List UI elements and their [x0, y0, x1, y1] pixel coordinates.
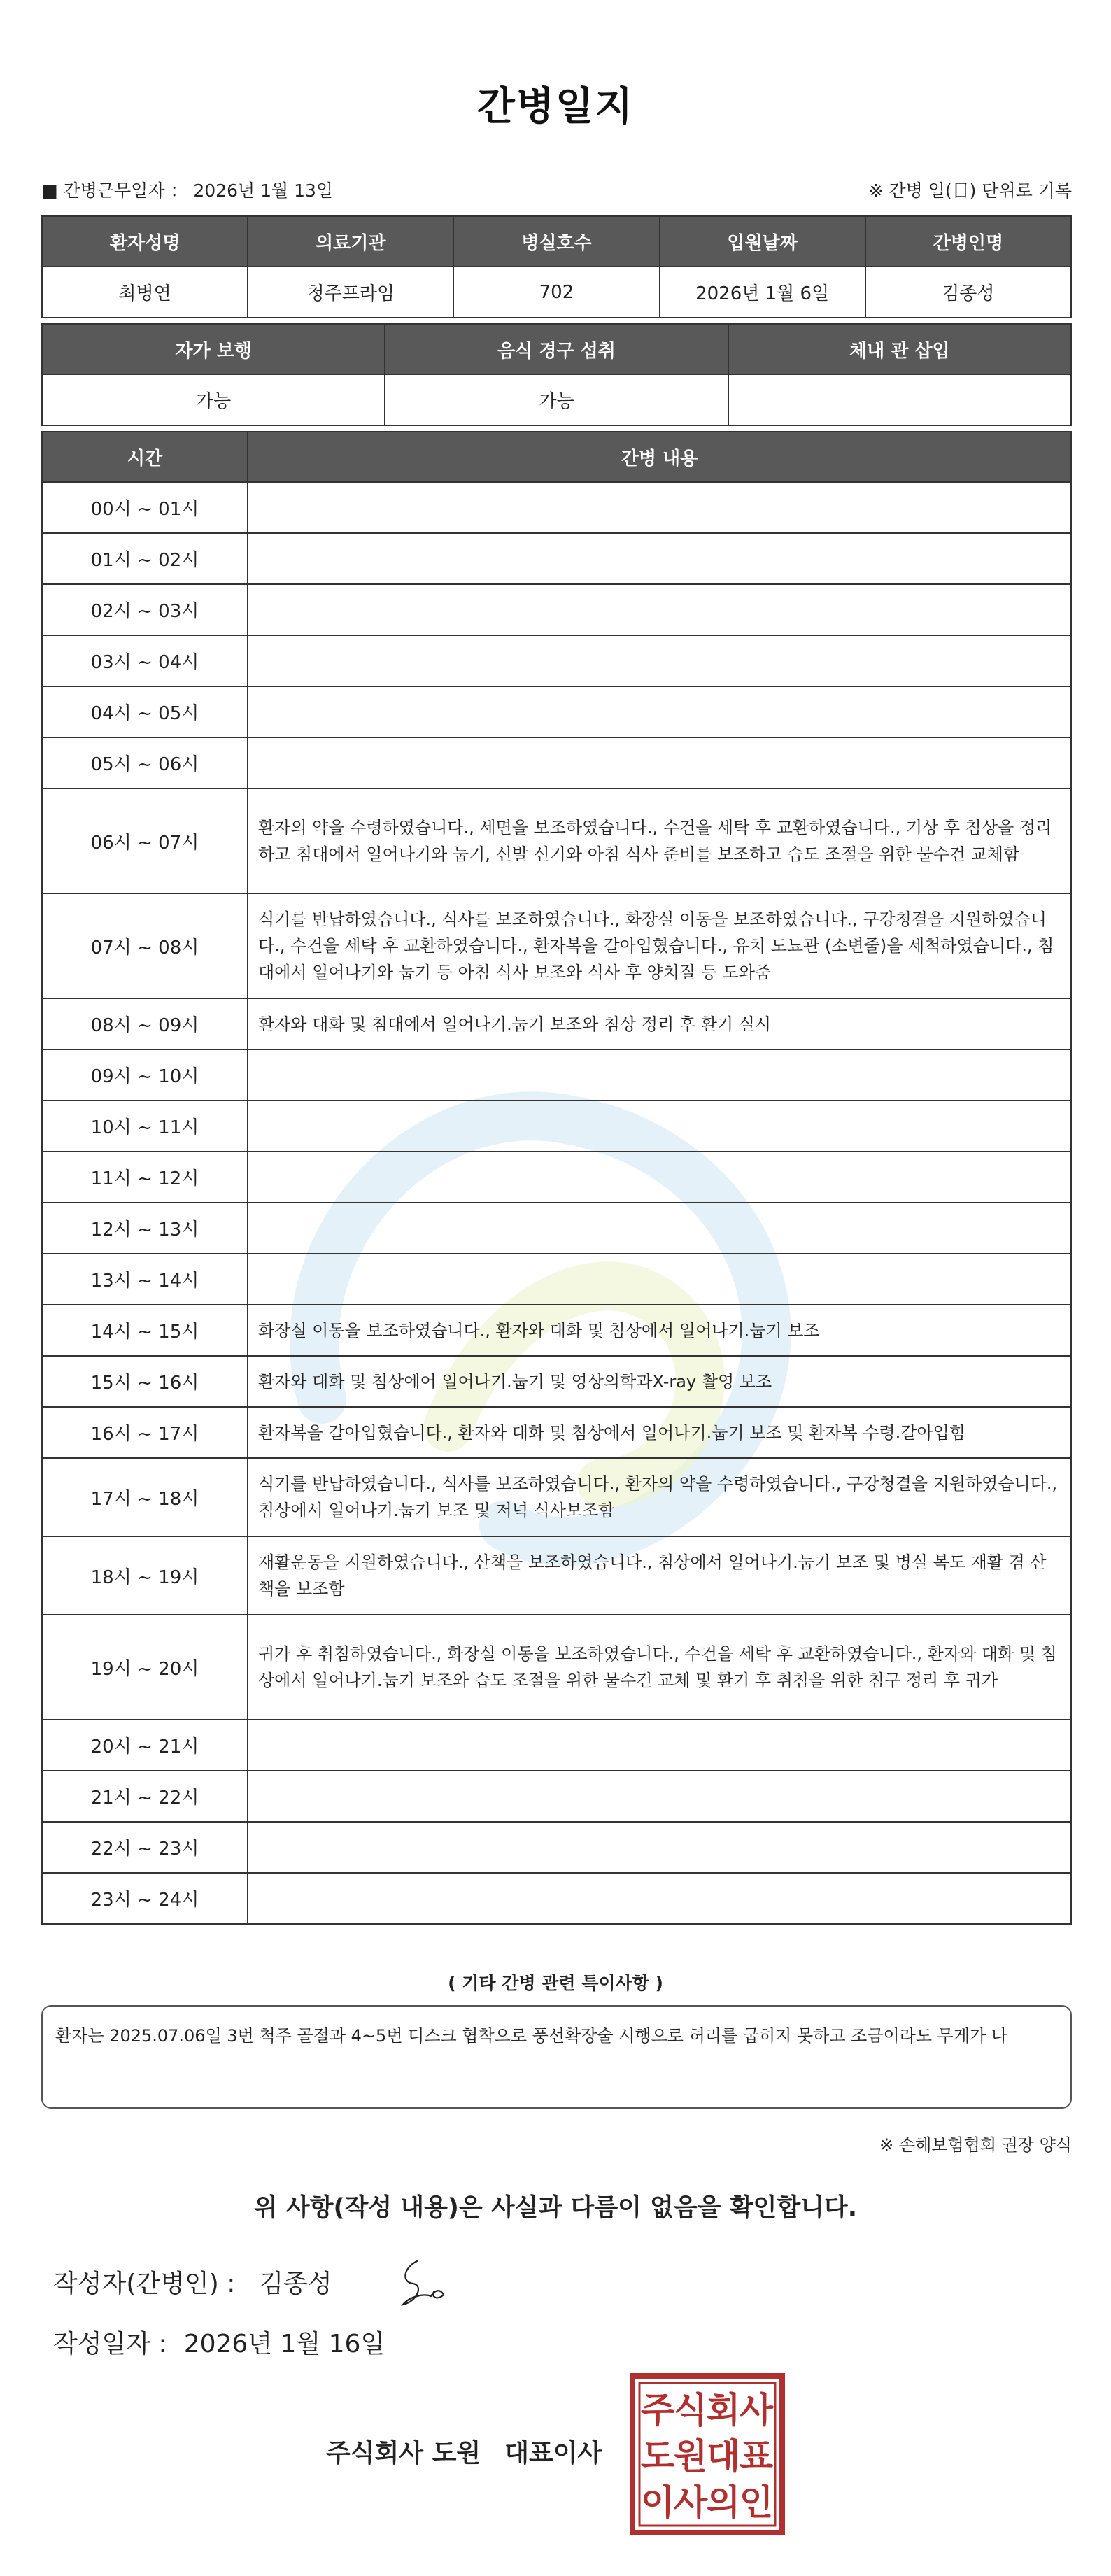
log-time: 10시 ~ 11시	[42, 1101, 248, 1152]
seal-char: 사	[739, 2390, 774, 2430]
log-time: 02시 ~ 03시	[42, 584, 248, 635]
log-row	[42, 1356, 1071, 1407]
patient-name: 최병연	[42, 267, 248, 318]
log-content	[248, 482, 1071, 533]
log-row	[42, 1254, 1071, 1305]
walking-value: 가능	[42, 374, 385, 425]
log-time: 13시 ~ 14시	[42, 1254, 248, 1305]
log-time: 16시 ~ 17시	[42, 1407, 248, 1458]
seal-char: 도	[640, 2436, 675, 2477]
log-row	[42, 482, 1071, 533]
seal-char: 의	[706, 2482, 741, 2523]
log-content	[248, 1152, 1071, 1203]
log-time: 00시 ~ 01시	[42, 482, 248, 533]
log-content: 환자복을 갈아입혔습니다., 환자와 대화 및 침상에서 일어나기.눕기 보조 및 환자복 수령.갈아입힘	[248, 1407, 1071, 1458]
header-room: 병실호수	[453, 216, 659, 267]
seal-char: 회	[706, 2390, 741, 2430]
log-row	[42, 533, 1071, 584]
seal-char: 사	[673, 2482, 708, 2523]
admission-date: 2026년 1월 6일	[660, 267, 865, 318]
header-tube-insertion: 체내 관 삽입	[728, 324, 1071, 374]
log-content	[248, 737, 1071, 788]
log-time: 18시 ~ 19시	[42, 1536, 248, 1615]
meta-row	[41, 177, 1072, 205]
log-time: 09시 ~ 10시	[42, 1049, 248, 1101]
log-time: 03시 ~ 04시	[42, 635, 248, 686]
writer-line	[53, 2264, 332, 2300]
log-content	[248, 686, 1071, 737]
log-row	[42, 1049, 1071, 1101]
company-seal	[630, 2373, 785, 2535]
written-date-value: 2026년 1월 16일	[183, 2330, 385, 2358]
log-time: 23시 ~ 24시	[42, 1873, 248, 1924]
log-row	[42, 1873, 1071, 1924]
work-date: ■ 간병근무일자 ： 2026년 1월 13일	[41, 181, 334, 201]
company-line	[326, 2433, 602, 2469]
log-content	[248, 1873, 1071, 1924]
log-row	[42, 1822, 1071, 1873]
log-content	[248, 635, 1071, 686]
log-row	[42, 1305, 1071, 1356]
document-title: 간병일지	[476, 84, 635, 129]
log-content	[248, 1771, 1071, 1822]
log-content	[248, 584, 1071, 635]
oral-intake-value: 가능	[385, 374, 728, 425]
log-time: 05시 ~ 06시	[42, 737, 248, 788]
log-time: 07시 ~ 08시	[42, 893, 248, 998]
log-row	[42, 1536, 1071, 1615]
log-content	[248, 1720, 1071, 1771]
signature-image	[389, 2254, 452, 2317]
log-row	[42, 788, 1071, 893]
log-row	[42, 893, 1071, 998]
seal-char: 주	[640, 2390, 675, 2430]
written-date-label: 작성일자 :	[53, 2330, 167, 2358]
seal-char: 이	[640, 2482, 675, 2523]
header-time: 시간	[42, 432, 248, 482]
log-time: 01시 ~ 02시	[42, 533, 248, 584]
hospital-name: 청주프라임	[248, 267, 453, 318]
company-name: 주식회사 도원	[326, 2439, 481, 2468]
log-row	[42, 1615, 1071, 1720]
header-patient-name: 환자성명	[42, 216, 248, 267]
special-notes-box	[41, 2005, 1072, 2109]
written-date-line	[53, 2324, 385, 2360]
special-notes-title: ( 기타 간병 관련 특이사항 )	[448, 1973, 663, 1993]
log-time: 04시 ~ 05시	[42, 686, 248, 737]
log-time: 11시 ~ 12시	[42, 1152, 248, 1203]
log-content: 환자와 대화 및 침상에어 일어나기.눕기 및 영상의학과X-ray 촬영 보조	[248, 1356, 1071, 1407]
log-time: 14시 ~ 15시	[42, 1305, 248, 1356]
log-row	[42, 1152, 1071, 1203]
seal-char: 원	[673, 2436, 708, 2477]
log-content: 환자의 약을 수령하였습니다., 세면을 보조하였습니다., 수건을 세탁 후 교환하였습니다., 기상 후 침상을 정리하고 침대에서 일어나기와 눕기, 신발 신기와 아침 식사 준비를 보조하고 습도 조절을 위한 물수건 교체함	[248, 788, 1071, 893]
log-content: 귀가 후 취침하였습니다., 화장실 이동을 보조하였습니다., 수건을 세탁 후 교환하였습니다., 환자와 대화 및 침상에서 일어나기.눕기 보조와 습도 조절을 위한 물수건 교체 및 환기 후 취침을 위한 침구 정리 후 귀가	[248, 1615, 1071, 1720]
log-content: 식기를 반납하였습니다., 식사를 보조하였습니다., 환자의 약을 수령하였습니다., 구강청결을 지원하였습니다., 침상에서 일어나기.눕기 보조 및 저녁 식사보조함	[248, 1458, 1071, 1536]
room-number: 702	[453, 267, 659, 318]
header-admission-date: 입원날짜	[660, 216, 865, 267]
source-note: ※ 손해보험협회 권장 양식	[879, 2135, 1072, 2155]
seal-char: 인	[739, 2482, 774, 2523]
log-row	[42, 1771, 1071, 1822]
log-time: 08시 ~ 09시	[42, 998, 248, 1049]
confirmation-statement: 위 사항(작성 내용)은 사실과 다름이 없음을 확인합니다.	[253, 2194, 858, 2222]
log-content: 식기를 반납하였습니다., 식사를 보조하였습니다., 화장실 이동을 보조하였습니다., 구강청결을 지원하였습니다., 수건을 세탁 후 교환하였습니다., 환자복을 갈아입혔습니다., 유치 도뇨관 (소변줄)을 세척하였습니다., 침대에서 일어나기와 눕기 등 아침 식사 보조와 식사 후 양치질 등 도와줌	[248, 893, 1071, 998]
log-content: 재활운동을 지원하였습니다., 산책을 보조하였습니다., 침상에서 일어나기.눕기 보조 및 병실 복도 재활 겸 산책을 보조함	[248, 1536, 1071, 1615]
seal-char: 표	[739, 2436, 774, 2477]
log-content	[248, 1203, 1071, 1254]
header-hospital: 의료기관	[248, 216, 453, 267]
log-time: 21시 ~ 22시	[42, 1771, 248, 1822]
patient-info-table	[41, 215, 1072, 318]
log-row	[42, 998, 1071, 1049]
log-row	[42, 737, 1071, 788]
header-care-content: 간병 내용	[248, 432, 1071, 482]
representative-title: 대표이사	[504, 2439, 602, 2468]
log-time: 19시 ~ 20시	[42, 1615, 248, 1720]
tube-insertion-value	[728, 374, 1071, 425]
log-row	[42, 1407, 1071, 1458]
log-content: 화장실 이동을 보조하였습니다., 환자와 대화 및 침상에서 일어나기.눕기 보조	[248, 1305, 1071, 1356]
log-row	[42, 1101, 1071, 1152]
log-content	[248, 1254, 1071, 1305]
seal-char: 식	[673, 2390, 708, 2430]
unit-note: ※ 간병 일(日) 단위로 기록	[868, 181, 1072, 201]
log-time: 12시 ~ 13시	[42, 1203, 248, 1254]
writer-label: 작성자(간병인) :	[53, 2270, 236, 2298]
log-row	[42, 1203, 1071, 1254]
seal-char: 대	[706, 2436, 741, 2477]
special-notes-text: 환자는 2025.07.06일 3번 척주 골절과 4~5번 디스크 협착으로 풍선확장술 시행으로 허리를 굽히지 못하고 조금이라도 무게가 나	[55, 2026, 1008, 2046]
log-time: 22시 ~ 23시	[42, 1822, 248, 1873]
writer-name: 김종성	[259, 2270, 332, 2298]
log-time: 17시 ~ 18시	[42, 1458, 248, 1536]
log-time: 06시 ~ 07시	[42, 788, 248, 893]
log-row	[42, 686, 1071, 737]
log-content	[248, 1822, 1071, 1873]
care-log-body	[42, 482, 1071, 1924]
log-content	[248, 533, 1071, 584]
log-row	[42, 1720, 1071, 1771]
log-content	[248, 1049, 1071, 1101]
header-walking: 자가 보행	[42, 324, 385, 374]
log-time: 15시 ~ 16시	[42, 1356, 248, 1407]
patient-ability-table	[41, 323, 1072, 426]
log-content	[248, 1101, 1071, 1152]
log-row	[42, 635, 1071, 686]
log-time: 20시 ~ 21시	[42, 1720, 248, 1771]
log-row	[42, 584, 1071, 635]
header-oral-intake: 음식 경구 섭취	[385, 324, 728, 374]
log-content: 환자와 대화 및 침대에서 일어나기.눕기 보조와 침상 정리 후 환기 실시	[248, 998, 1071, 1049]
caregiver-name: 김종성	[865, 267, 1071, 318]
header-caregiver: 간병인명	[865, 216, 1071, 267]
care-log-table	[41, 431, 1072, 1925]
log-row	[42, 1458, 1071, 1536]
